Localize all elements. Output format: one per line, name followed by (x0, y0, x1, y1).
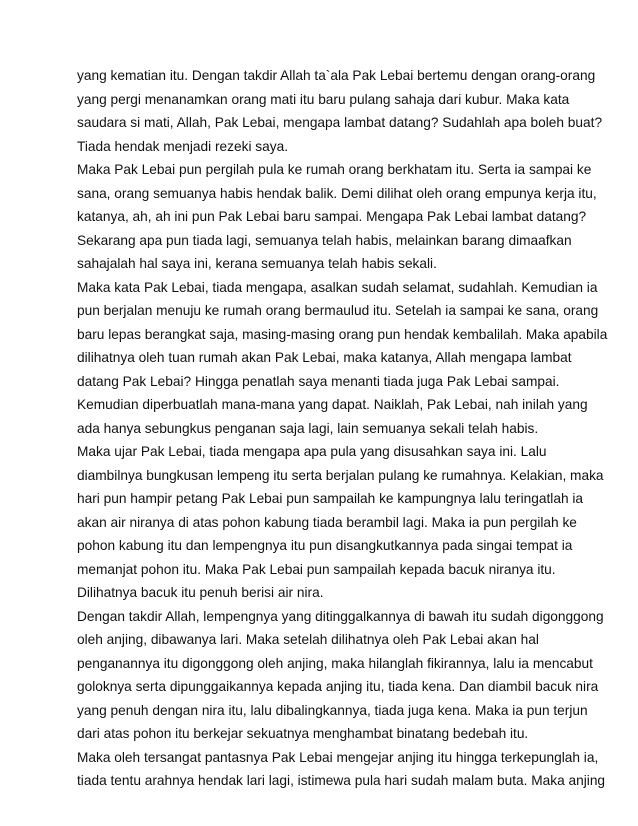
text-line: baru lepas berangkat saja, masing-masing orang pun hendak kembalilah. Maka apabila (77, 326, 608, 342)
text-line: goloknya serta dipunggaikannya kepada anjing itu, tiada kena. Dan diambil bacuk nira (77, 679, 599, 694)
text-line: katanya, ah, ah ini pun Pak Lebai baru sampai. Mengapa Pak Lebai lambat datang? (77, 209, 587, 224)
text-line: Maka Pak Lebai pun pergilah pula ke rumah orang berkhatam itu. Serta ia sampai ke (77, 162, 592, 177)
text-line: Maka ujar Pak Lebai, tiada mengapa apa pula yang disusahkan saya ini. Lalu (77, 444, 547, 459)
text-line: Dilihatnya bacuk itu penuh berisi air nira. (77, 585, 324, 600)
text-line: Kemudian diperbuatlah mana-mana yang dapat. Naiklah, Pak Lebai, nah inilah yang (77, 397, 588, 412)
text-line: Maka oleh tersangat pantasnya Pak Lebai mengejar anjing itu hingga terkepunglah ia, (77, 749, 599, 765)
text-line: yang pergi menanamkan orang mati itu baru pulang sahaja dari kubur. Maka kata (77, 91, 570, 107)
text-line: Sekarang apa pun tiada lagi, semuanya telah habis, melainkan barang dimaafkan (77, 232, 572, 248)
text-line: dari atas pohon itu berkejar sekuatnya menghambat binatang bedebah itu. (77, 726, 529, 741)
text-line: dilihatnya oleh tuan rumah akan Pak Lebai, maka katanya, Allah mengapa lambat (77, 350, 572, 365)
text-line: sana, orang semuanya habis hendak balik. Demi dilihat oleh orang empunya kerja itu, (77, 185, 597, 201)
text-line: akan air niranya di atas pohon kabung tiada berambil lagi. Maka ia pun pergilah ke (77, 514, 577, 530)
text-line: hari pun hampir petang Pak Lebai pun sampailah ke kampungnya lalu teringatlah ia (77, 491, 584, 506)
text-line: sahajalah hal saya ini, kerana semuanya telah habis sekali. (77, 256, 437, 271)
text-line: Maka kata Pak Lebai, tiada mengapa, asalkan sudah selamat, sudahlah. Kemudian ia (77, 279, 598, 295)
text-line: Tiada hendak menjadi rezeki saya. (77, 138, 289, 154)
text-line: penganannya itu digonggong oleh anjing, maka hilanglah fikirannya, lalu ia mencabut (77, 655, 593, 671)
text-line: datang Pak Lebai? Hingga penatlah saya menanti tiada juga Pak Lebai sampai. (77, 373, 560, 389)
text-line: diambilnya bungkusan lempeng itu serta berjalan pulang ke rumahnya. Kelakian, maka (77, 467, 604, 483)
text-line: Dengan takdir Allah, lempengnya yang ditinggalkannya di bawah itu sudah digonggong (77, 608, 604, 624)
text-line: ada hanya sebungkus penganan saja lagi, lain semuanya sekali telah habis. (77, 420, 539, 436)
text-line: saudara si mati, Allah, Pak Lebai, mengapa lambat datang? Sudahlah apa boleh buat? (77, 115, 603, 130)
text-line: memanjat pohon itu. Maka Pak Lebai pun sampailah kepada bacuk niranya itu. (77, 561, 556, 577)
text-line: yang penuh dengan nira itu, lalu dibalingkannya, tiada juga kena. Maka ia pun terjun (77, 702, 588, 718)
text-line: oleh anjing, dibawanya lari. Maka setelah dilihatnya oleh Pak Lebai akan hal (77, 632, 539, 647)
text-line: pohon kabung itu dan lempengnya itu pun disangkutkannya pada singai tempat ia (77, 538, 573, 553)
text-line: yang kematian itu. Dengan takdir Allah ta`ala Pak Lebai bertemu dengan orang-orang (77, 68, 596, 83)
text-line: tiada tentu arahnya hendak lari lagi, istimewa pula hari sudah malam buta. Maka anjing (77, 773, 606, 788)
text-line: pun berjalan menuju ke rumah orang bermaulud itu. Setelah ia sampai ke sana, orang (77, 303, 599, 318)
